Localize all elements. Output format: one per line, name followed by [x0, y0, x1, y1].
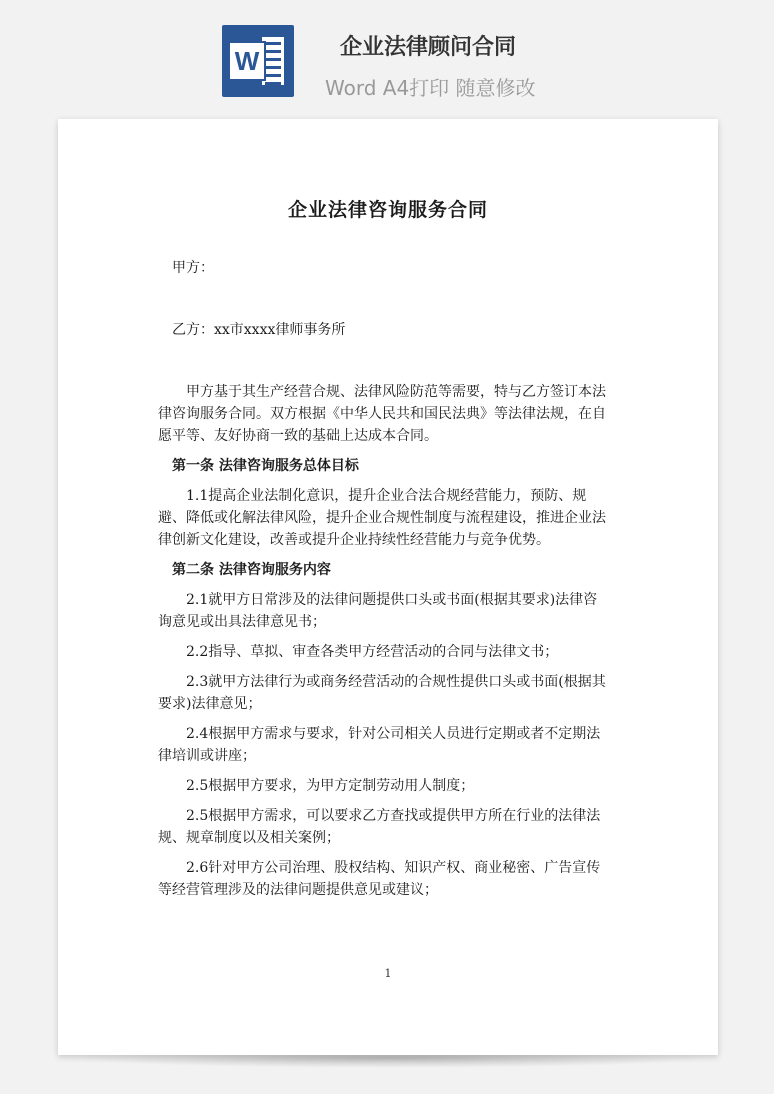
clause-2-3: 2.3就甲方法律行为或商务经营活动的合规性提供口头或书面(根据其要求)法律意见；	[158, 674, 606, 712]
clause-2-6: 2.6针对甲方公司治理、股权结构、知识产权、商业秘密、广告宣传等经营管理涉及的法律问题提供意见或建议；	[158, 860, 601, 898]
word-icon	[222, 25, 294, 97]
clause-2-5b: 2.5根据甲方需求，可以要求乙方查找或提供甲方所在行业的法律法规、规章制度以及相关案例；	[158, 808, 601, 846]
header	[0, 0, 774, 118]
header-subtitle: Word A4打印 随意修改	[325, 76, 536, 100]
document-body	[158, 257, 610, 901]
section-2-heading: 第二条 法律咨询服务内容	[172, 562, 331, 578]
party-b-line: 乙方：xx市xxxx律师事务所	[172, 322, 346, 338]
party-a-line: 甲方：	[172, 260, 214, 276]
word-logo-letter: W	[228, 41, 266, 81]
document-title: 企业法律咨询服务合同	[287, 199, 488, 221]
intro-paragraph: 甲方基于其生产经营合规、法律风险防范等需要，特与乙方签订本法律咨询服务合同。双方根据《中华人民共和国民法典》等法律法规，在自愿平等、友好协商一致的基础上达成本合同。	[158, 384, 606, 444]
clause-2-2: 2.2指导、草拟、审查各类甲方经营活动的合同与法律文书；	[186, 644, 559, 660]
document-page	[58, 119, 718, 1055]
section-1-heading: 第一条 法律咨询服务总体目标	[172, 458, 359, 474]
page-number: 1	[384, 967, 392, 980]
clause-2-1: 2.1就甲方日常涉及的法律问题提供口头或书面(根据其要求)法律咨询意见或出具法律意见书；	[158, 592, 598, 630]
clause-2-4: 2.4根据甲方需求与要求，针对公司相关人员进行定期或者不定期法律培训或讲座；	[158, 726, 601, 764]
header-title: 企业法律顾问合同	[340, 35, 517, 60]
clause-2-5a: 2.5根据甲方要求，为甲方定制劳动用人制度；	[186, 778, 475, 794]
clause-1-1: 1.1提高企业法制化意识，提升企业合法合规经营能力，预防、规避、降低或化解法律风险，提升企业合规性制度与流程建设，推进企业法律创新文化建设，改善或提升企业持续性经营能力与竞争优势。	[158, 488, 606, 548]
